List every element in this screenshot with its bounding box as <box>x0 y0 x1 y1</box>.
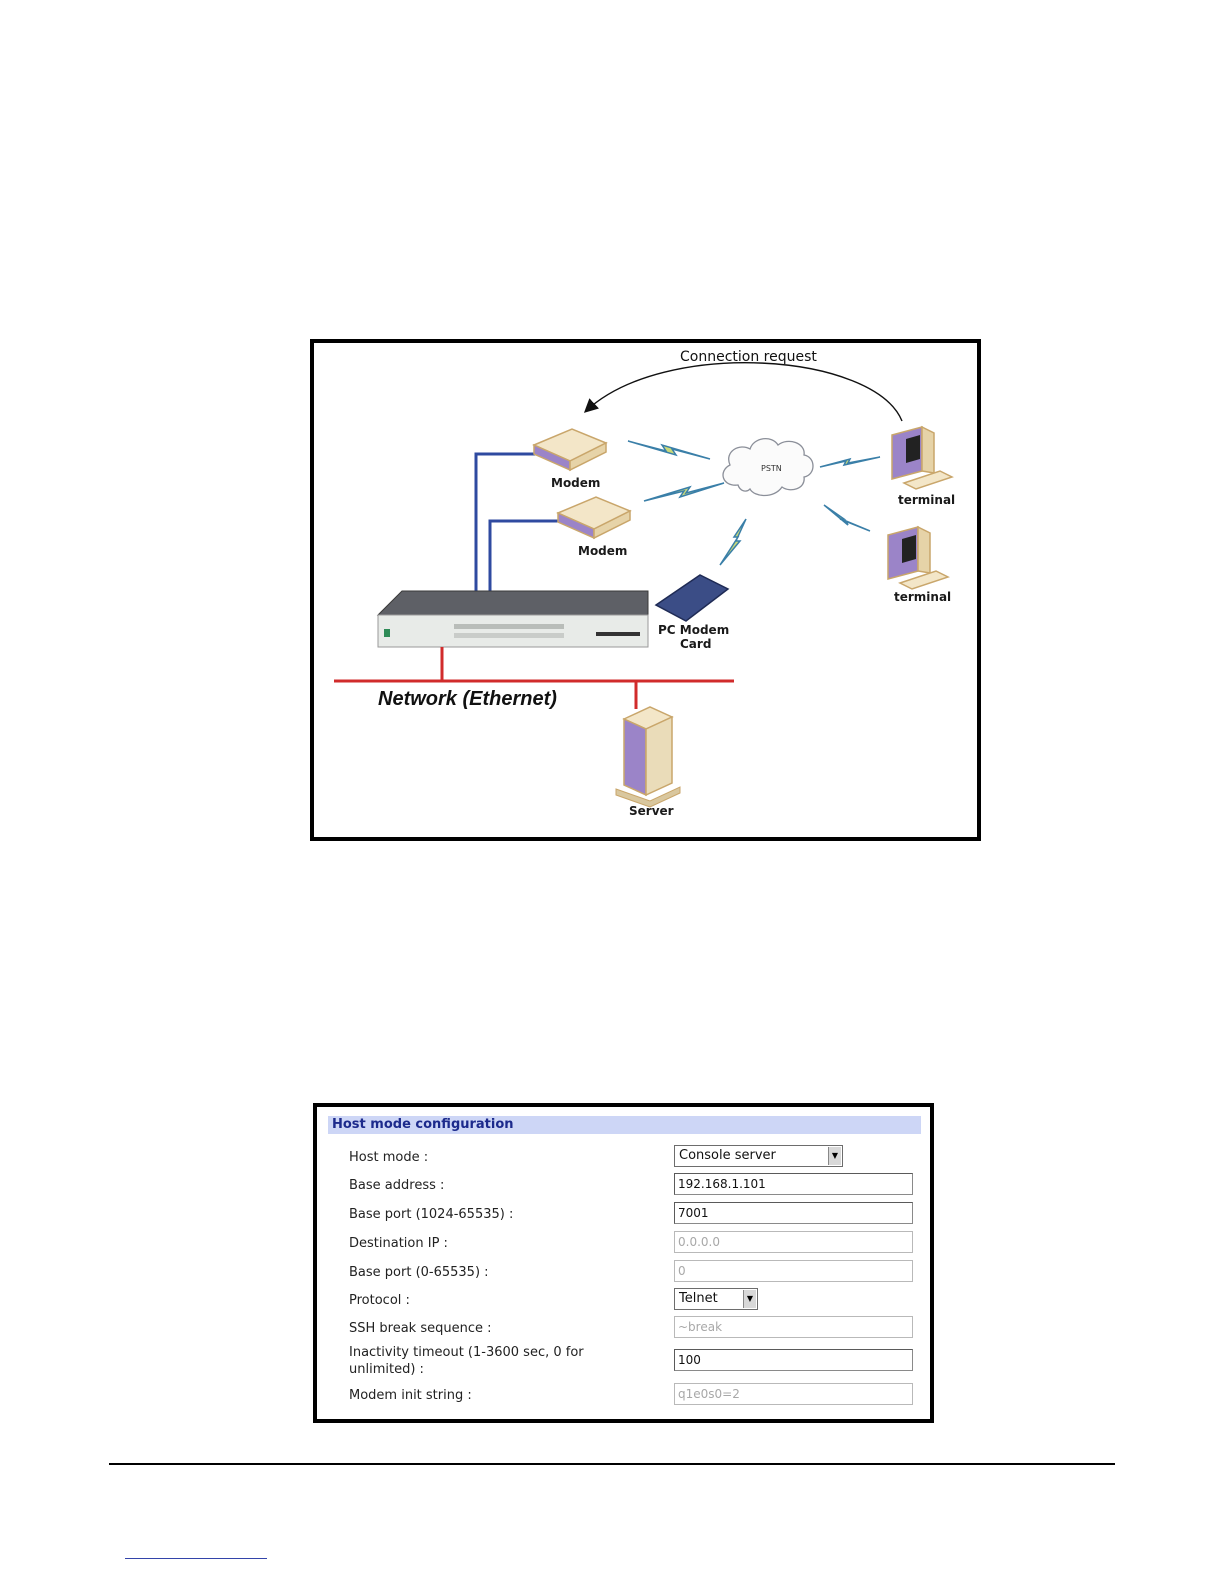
terminal-label-2: terminal <box>894 590 952 604</box>
host-mode-select-value: Console server <box>679 1148 776 1163</box>
footer-link-underline <box>125 1558 267 1559</box>
pc-modem-card-icon <box>656 575 728 621</box>
host-mode-config-panel <box>313 1103 934 1423</box>
ssh-break-sequence-input[interactable]: ~break <box>674 1316 913 1338</box>
modem-cable-1 <box>476 454 536 593</box>
terminal-icon-2 <box>888 527 948 589</box>
destination-ip-input[interactable]: 0.0.0.0 <box>674 1231 913 1253</box>
host-mode-label: Host mode : <box>349 1150 429 1165</box>
protocol-select[interactable] <box>674 1288 758 1310</box>
config-panel-header: Host mode configuration <box>328 1116 921 1134</box>
terminal-label-1: terminal <box>898 493 956 507</box>
host-mode-select[interactable] <box>674 1145 843 1167</box>
base-address-input[interactable]: 192.168.1.101 <box>674 1173 913 1195</box>
base-port-label: Base port (1024-65535) : <box>349 1207 514 1222</box>
modem-label-1: Modem <box>551 476 601 490</box>
modem-label-2: Modem <box>578 544 628 558</box>
dropdown-arrow-icon[interactable]: ▼ <box>828 1147 841 1165</box>
connection-request-label: Connection request <box>680 349 817 365</box>
modem-icon-1 <box>534 429 606 470</box>
pc-modem-card-label-line2: Card <box>680 637 712 651</box>
dropdown-arrow-icon[interactable]: ▼ <box>743 1290 756 1308</box>
modem-init-string-input[interactable]: q1e0s0=2 <box>674 1383 913 1405</box>
base-port-input[interactable]: 7001 <box>674 1202 913 1224</box>
protocol-select-value: Telnet <box>679 1291 718 1306</box>
inactivity-timeout-input[interactable]: 100 <box>674 1349 913 1371</box>
destination-ip-label: Destination IP : <box>349 1236 448 1251</box>
ssh-break-sequence-label: SSH break sequence : <box>349 1321 492 1336</box>
terminal-icon-1 <box>892 427 952 489</box>
footer-rule <box>109 1463 1115 1465</box>
server-icon <box>616 707 680 807</box>
network-diagram <box>310 339 981 841</box>
network-ethernet-label: Network (Ethernet) <box>378 688 557 710</box>
destination-port-label: Base port (0-65535) : <box>349 1265 489 1280</box>
modem-cable-2 <box>490 521 560 593</box>
console-server-icon <box>378 591 648 647</box>
diagram-canvas <box>314 343 977 837</box>
modem-init-string-label: Modem init string : <box>349 1388 472 1403</box>
inactivity-timeout-label: Inactivity timeout (1-3600 sec, 0 for unlimited) : <box>349 1345 584 1377</box>
destination-port-input[interactable]: 0 <box>674 1260 913 1282</box>
server-label: Server <box>629 804 674 818</box>
protocol-label: Protocol : <box>349 1293 410 1308</box>
modem-icon-2 <box>558 497 630 538</box>
pstn-cloud-label: PSTN <box>761 464 782 473</box>
base-address-label: Base address : <box>349 1178 445 1193</box>
connection-request-arrow <box>586 363 902 421</box>
pc-modem-card-label-line1: PC Modem <box>658 623 730 637</box>
